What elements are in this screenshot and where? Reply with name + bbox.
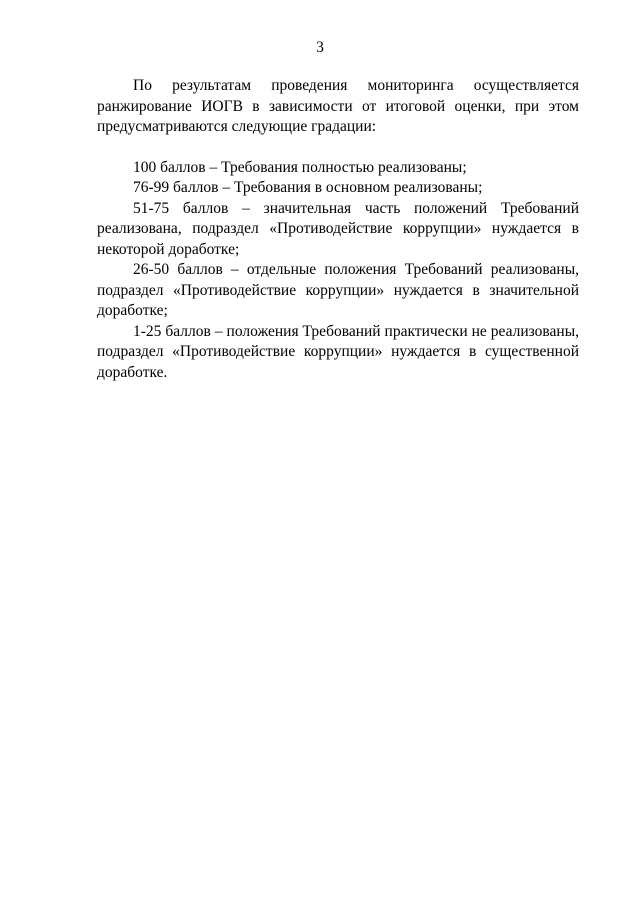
document-body [97,76,579,383]
grade-1-25: 1-25 баллов – положения Требований практически не реализованы, подраздел «Противодействие коррупции» нуждается в существенной доработке. [97,322,579,381]
grade-76-99: 76-99 баллов – Требования в основном реализованы; [133,179,483,196]
grade-100: 100 баллов – Требования полностью реализованы; [133,158,467,176]
intro-paragraph: По результатам проведения мониторинга осуществляется ранжирование ИОГВ в зависимости от итоговой оценки, при этом предусматриваются следующие градации: [97,77,579,135]
page-number: 3 [316,39,324,56]
grade-51-75: 51-75 баллов – значительная часть положений Требований реализована, подраздел «Противодействие коррупции» нуждается в некоторой доработке; [97,199,579,258]
grade-26-50: 26-50 баллов – отдельные положения Требований реализованы, подраздел «Противодействие коррупции» нуждается в значительной доработке; [97,261,579,319]
